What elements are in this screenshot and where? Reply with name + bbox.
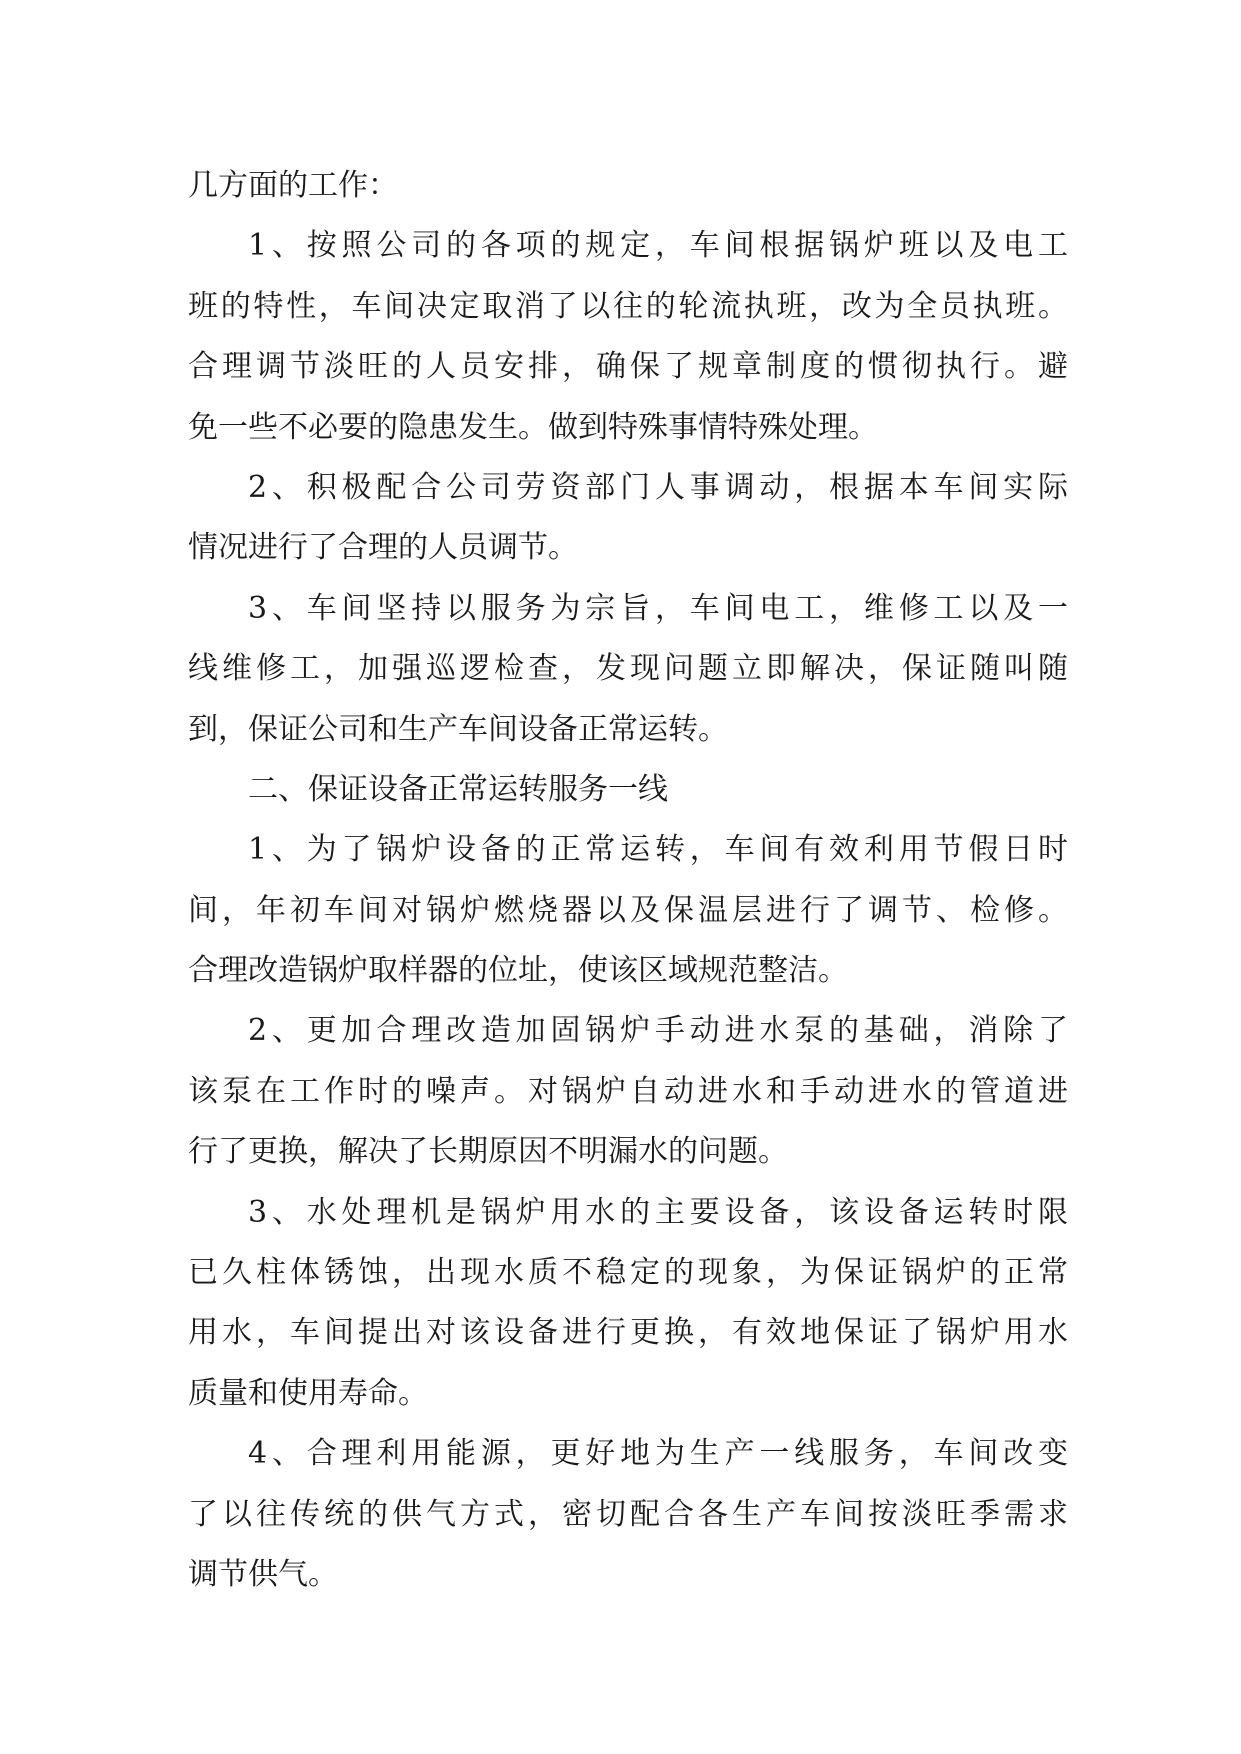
text-line: 到，保证公司和生产车间设备正常运转。 [188,711,728,747]
text-line: 质量和使用寿命。 [188,1375,428,1411]
text-line: 4、合理利用能源，更好地为生产一线服务，车间改变 [248,1436,1068,1472]
text-line: 2、积极配合公司劳资部门人事调动，根据本车间实际 [248,469,1068,505]
text-line: 班的特性，车间决定取消了以往的轮流执班，改为全员执班。 [188,288,1068,324]
text-line: 1、为了锅炉设备的正常运转，车间有效利用节假日时 [248,832,1068,868]
text-line: 合理改造锅炉取样器的位址，使该区域规范整洁。 [188,953,848,989]
document-body [188,156,1068,1605]
text-line: 3、水处理机是锅炉用水的主要设备，该设备运转时限 [248,1194,1068,1230]
text-line: 2、更加合理改造加固锅炉手动进水泵的基础，消除了 [248,1013,1068,1049]
text-line: 免一些不必要的隐患发生。做到特殊事情特殊处理。 [188,409,878,445]
text-line: 线维修工，加强巡逻检查，发现问题立即解决，保证随叫随 [188,651,1068,687]
text-line: 用水，车间提出对该设备进行更换，有效地保证了锅炉用水 [188,1315,1068,1351]
text-line: 该泵在工作时的噪声。对锅炉自动进水和手动进水的管道进 [188,1073,1068,1109]
text-line: 了以往传统的供气方式，密切配合各生产车间按淡旺季需求 [188,1496,1068,1532]
text-line: 调节供气。 [188,1556,338,1592]
text-line: 行了更换，解决了长期原因不明漏水的问题。 [188,1134,788,1170]
text-line: 3、车间坚持以服务为宗旨，车间电工，维修工以及一 [248,590,1068,626]
text-line: 合理调节淡旺的人员安排，确保了规章制度的惯彻执行。避 [188,349,1068,385]
text-line: 已久柱体锈蚀，出现水质不稳定的现象，为保证锅炉的正常 [188,1255,1068,1291]
text-line: 二、保证设备正常运转服务一线 [248,771,668,807]
text-line: 几方面的工作： [188,168,398,203]
text-line: 间，年初车间对锅炉燃烧器以及保温层进行了调节、检修。 [188,892,1068,928]
text-line: 1、按照公司的各项的规定，车间根据锅炉班以及电工 [248,228,1068,264]
text-line: 情况进行了合理的人员调节。 [188,530,578,566]
